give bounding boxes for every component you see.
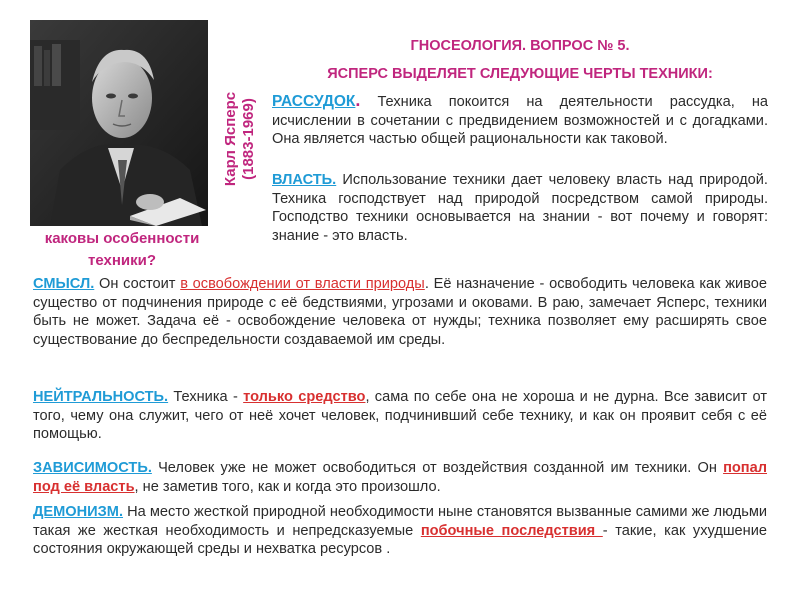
section-dependence-before: Человек уже не может освободиться от воздействия созданной им техники. Он <box>151 460 724 476</box>
question-caption: каковы особенности техники? <box>44 230 200 269</box>
heading-subtitle: ЯСПЕРС ВЫДЕЛЯЕТ СЛЕДУЮЩИЕ ЧЕРТЫ ТЕХНИКИ: <box>327 66 713 82</box>
section-demonism-after: - такие, как ухудшение состояния окружающей среды и нехватка ресурсов . <box>33 522 767 558</box>
section-neutral <box>33 388 767 444</box>
term-smysl: СМЫСЛ. <box>33 276 95 292</box>
section-smysl-after: . Её назначение - освободить человека как живое существо от подчинения природе с её бедствиями, угрозами и оковами. В раю, замечает Ясперс, техники быть не может. Задача её - освобождение человека от нужды; техника позволяет ему расширять свое существование до беспредельности создаваемой им среды. <box>33 276 767 348</box>
term-rassudok: РАССУДОК <box>272 93 356 110</box>
term-dependence: ЗАВИСИМОСТЬ. <box>33 460 152 476</box>
term-demonism: ДЕМОНИЗМ. <box>33 504 124 520</box>
portrait-icon <box>30 20 208 226</box>
highlight-demonism: побочные последствия <box>420 522 603 539</box>
name-caption <box>210 74 270 204</box>
term-vlast: ВЛАСТЬ. <box>272 172 337 188</box>
term-neutral: НЕЙТРАЛЬНОСТЬ. <box>33 389 169 405</box>
section-neutral-before: Техника - <box>168 389 244 405</box>
section-neutral-after: , сама по себе она не хороша и не дурна. Все зависит от того, чему она служит, чего от неё хочет человек, подчинивший себе технику, и как он проявит себя с её помощью. <box>33 389 768 443</box>
highlight-smysl: в освобождении от власти природы <box>180 276 425 292</box>
section-dependence-after: , не заметив того, как и когда это произошло. <box>134 478 441 495</box>
highlight-neutral: только средство <box>243 389 366 405</box>
section-smysl <box>33 275 767 349</box>
heading-topic: ГНОСЕОЛОГИЯ. ВОПРОС № 5. <box>410 38 630 54</box>
section-dependence <box>33 459 767 496</box>
section-demonism-before: На место жесткой природной необходимости ныне становятся вызванные самими же людьми такая же жесткая необходимость и непредсказуемые <box>33 504 767 539</box>
section-smysl-before: Он состоит <box>94 276 181 292</box>
term-rassudok-dot: . <box>355 90 361 110</box>
name-caption-name: Карл Ясперс <box>222 91 239 187</box>
portrait-photo <box>30 20 208 226</box>
name-caption-years: (1883-1969) <box>240 98 257 180</box>
highlight-dependence: попал под её власть <box>33 460 767 495</box>
section-rassudok-text: Техника покоится на деятельности рассудка, на исчислении в сочетании с предвидением возможностей и с догадками. Она является частью общей рациональности как таковой. <box>272 94 768 148</box>
section-demonism <box>33 503 767 559</box>
section-vlast <box>272 171 768 245</box>
section-rassudok <box>272 91 768 149</box>
section-vlast-text: Использование техники дает человеку власть над природой. Техника господствует над природой посредством самой природы. Господство техники основывается на знании - вот почему и говорят: знание - это власть. <box>272 172 768 244</box>
